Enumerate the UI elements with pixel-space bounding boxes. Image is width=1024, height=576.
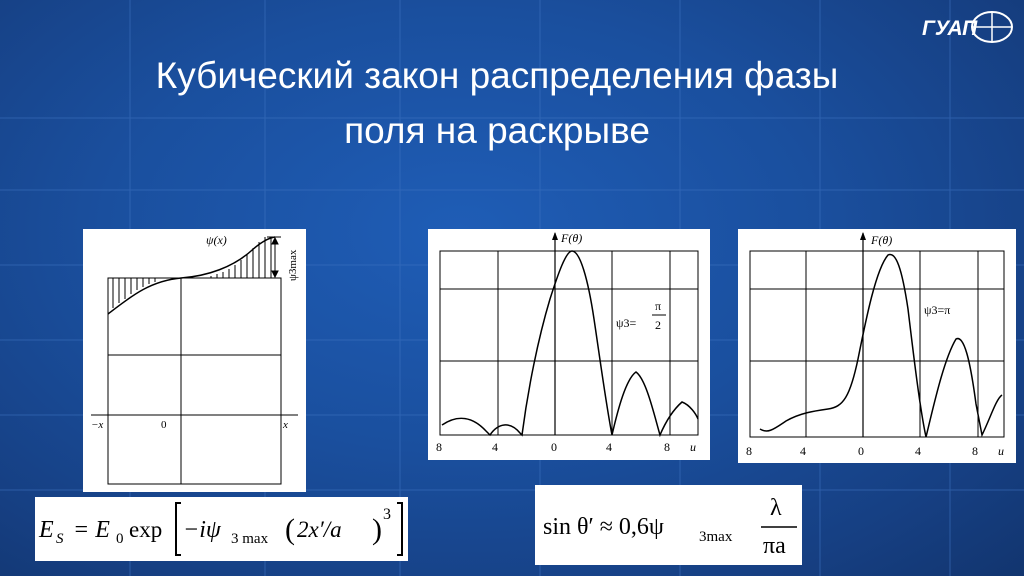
origin-label: 0 [161,419,167,431]
formula-angle-psi-sub: 3max [699,529,733,545]
logo-text: ГУАП [922,17,978,40]
formula-minus-i-psi: −iψ [183,517,221,543]
angle-formula [535,485,802,565]
pattern-plot-1-tick-5: 8 [664,440,670,454]
formula-paren-close: ) [372,513,382,546]
formula-exp: exp [129,517,163,542]
pattern-plot-1-grid [440,251,698,435]
pattern-plot-2-tick-4: 4 [915,444,921,458]
phase-hatching [113,237,271,308]
formula-es-sub: S [56,531,64,547]
guap-logo [918,8,1016,46]
pattern-plot-1-x-label: u [690,440,696,454]
formula-pi-a: πa [763,533,786,559]
x-pos-label: x [283,419,288,431]
pattern-plot-2-annotation: ψ3=π [924,303,951,317]
pattern-plot-1-tick-1: 8 [436,440,442,454]
formula-left-bracket [176,503,181,555]
pattern-plot-2-x-label: u [998,444,1004,458]
pattern-plot-2-curve [760,254,1002,437]
formula-psi-sub: 3 max [231,531,269,547]
formula-angle-lhs: sin θ′ ≈ 0,6ψ [543,514,664,540]
amplitude-marker [267,237,281,278]
pattern-plot-1-annotation: ψ3= [616,316,637,330]
pattern-plot-2-tick-3: 0 [858,444,864,458]
formula-right-bracket [397,503,402,555]
pattern-plot-2-tick-2: 4 [800,444,806,458]
pattern-plot-1-annotation-num: π [655,299,662,313]
formula-lambda: λ [770,495,782,521]
pattern-plot-2-y-label: F(θ) [871,233,893,247]
formula-e0-sub: 0 [116,531,124,547]
pattern-plot-1-y-label: F(θ) [561,231,583,245]
psi-function-label: ψ(x) [206,233,227,247]
pattern-plot-2-tick-1: 8 [746,444,752,458]
phase-curve [108,237,275,314]
pattern-plot-1-tick-4: 4 [606,440,612,454]
pattern-plot-1-tick-3: 0 [551,440,557,454]
psi-max-label: ψ3max [287,249,299,281]
formula-power: 3 [383,506,391,523]
pattern-plot-2-tick-5: 8 [972,444,978,458]
formula-e0: = E [73,517,110,543]
pattern-plot-1 [428,229,710,460]
formula-es: E [39,517,54,543]
title-line-1: Кубический закон распределения фазы [155,55,839,96]
x-neg-label: −x [91,419,104,431]
field-formula [35,497,408,561]
pattern-plot-2 [738,229,1016,463]
pattern-plot-1-annotation-den: 2 [655,318,661,332]
formula-paren-open: ( [285,513,295,546]
slide-title [0,48,994,158]
pattern-plot-2-arrow [860,232,866,240]
pattern-plot-1-tick-2: 4 [492,440,498,454]
title-line-2: поля на раскрыве [344,110,650,151]
plot-grid [108,278,281,484]
pattern-plot-1-curve [442,251,698,435]
phase-distribution-plot [83,229,306,492]
formula-paren-content: 2x′/a [297,517,342,542]
pattern-plot-1-arrow [552,232,558,240]
